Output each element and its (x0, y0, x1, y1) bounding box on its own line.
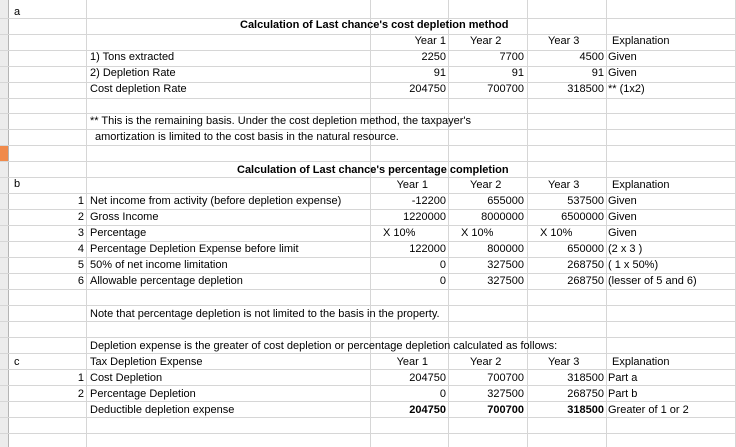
gridline (0, 305, 736, 306)
gridline (0, 289, 736, 290)
section-a-cell[interactable]: 91 (433, 67, 446, 79)
gridline (0, 145, 736, 146)
section-b-row-num[interactable]: 1 (77, 195, 84, 207)
section-b-cell[interactable]: 650000 (567, 243, 604, 255)
section-a-cell[interactable]: 2250 (421, 51, 446, 63)
section-a-row-label[interactable]: 2) Depletion Rate (90, 67, 176, 79)
section-a-header-explanation[interactable]: Explanation (612, 35, 670, 47)
section-b-cell[interactable]: 8000000 (481, 211, 524, 223)
gridline (606, 0, 607, 447)
section-b-cell[interactable]: 537500 (567, 195, 604, 207)
section-c-cell[interactable]: 204750 (409, 372, 446, 384)
section-b-cell[interactable]: 327500 (487, 259, 524, 271)
section-c-cell-explanation[interactable]: Part b (608, 388, 638, 400)
section-b-header-year2[interactable]: Year 2 (470, 179, 502, 191)
section-b-cell[interactable]: 268750 (567, 259, 604, 271)
section-b-header-explanation[interactable]: Explanation (612, 179, 670, 191)
section-b-cell[interactable]: -12200 (411, 195, 446, 207)
gridline (527, 0, 528, 447)
section-c-intro[interactable]: Depletion expense is the greater of cost depletion or percentage depletion calculated as follows: (90, 340, 558, 352)
section-b-cell[interactable]: 655000 (487, 195, 524, 207)
section-b-header-year1[interactable]: Year 1 (396, 179, 428, 191)
section-b-cell[interactable]: 0 (439, 275, 446, 287)
section-a-cell[interactable]: 318500 (567, 83, 604, 95)
section-a-cell[interactable]: 7700 (499, 51, 524, 63)
section-b-header-year3[interactable]: Year 3 (548, 179, 580, 191)
section-a-header-year1[interactable]: Year 1 (414, 35, 446, 47)
section-a-title[interactable]: Calculation of Last chance's cost depletion method (240, 19, 509, 31)
section-c-total-cell[interactable]: 700700 (487, 404, 524, 416)
section-c-header-year1[interactable]: Year 1 (396, 356, 428, 368)
section-a-row-label[interactable]: 1) Tons extracted (90, 51, 175, 63)
row-header-strip[interactable] (0, 0, 9, 447)
section-b-row-label[interactable]: 50% of net income limitation (90, 259, 228, 271)
section-b-cell[interactable]: 0 (439, 259, 446, 271)
section-b-cell-explanation[interactable]: ( 1 x 50%) (608, 259, 659, 271)
gridline (86, 0, 87, 447)
section-a-header-year3[interactable]: Year 3 (548, 35, 580, 47)
section-c-row-num[interactable]: 1 (77, 372, 84, 384)
section-b-row-num[interactable]: 3 (77, 227, 84, 239)
section-b-cell[interactable]: 327500 (487, 275, 524, 287)
gridline (0, 433, 736, 434)
section-b-cell[interactable]: 6500000 (561, 211, 604, 223)
gridline (370, 0, 371, 447)
section-a-note-line2[interactable]: amortization is limited to the cost basis in the natural resource. (95, 131, 399, 143)
section-b-cell-explanation[interactable]: Given (608, 211, 637, 223)
section-c-header-year3[interactable]: Year 3 (548, 356, 580, 368)
section-c-row-label[interactable]: Percentage Depletion (90, 388, 196, 400)
section-c-cell[interactable]: 0 (439, 388, 446, 400)
section-c-cell[interactable]: 268750 (567, 388, 604, 400)
section-a-label[interactable]: a (14, 6, 21, 18)
section-b-cell[interactable]: 800000 (487, 243, 524, 255)
section-c-row-label[interactable]: Cost Depletion (90, 372, 163, 384)
section-b-cell-explanation[interactable]: Given (608, 195, 637, 207)
section-c-cell[interactable]: 318500 (567, 372, 604, 384)
section-c-header-year2[interactable]: Year 2 (470, 356, 502, 368)
section-b-row-num[interactable]: 4 (77, 243, 84, 255)
section-c-header-explanation[interactable]: Explanation (612, 356, 670, 368)
section-a-row-label[interactable]: Cost depletion Rate (90, 83, 187, 95)
section-b-row-num[interactable]: 2 (77, 211, 84, 223)
section-b-row-num[interactable]: 5 (77, 259, 84, 271)
section-b-cell[interactable]: X 10% (461, 227, 494, 239)
section-b-row-label[interactable]: Gross Income (90, 211, 159, 223)
section-c-total-cell[interactable]: 204750 (409, 404, 446, 416)
section-b-cell[interactable]: X 10% (383, 227, 416, 239)
section-b-cell-explanation[interactable]: (lesser of 5 and 6) (608, 275, 697, 287)
selected-row-marker (0, 145, 8, 161)
section-a-cell-explanation[interactable]: Given (608, 67, 637, 79)
section-a-header-year2[interactable]: Year 2 (470, 35, 502, 47)
section-b-cell-explanation[interactable]: (2 x 3 ) (608, 243, 643, 255)
section-b-row-num[interactable]: 6 (77, 275, 84, 287)
section-b-cell[interactable]: X 10% (540, 227, 573, 239)
section-b-cell[interactable]: 122000 (409, 243, 446, 255)
gridline (0, 337, 736, 338)
section-b-row-label[interactable]: Percentage (90, 227, 147, 239)
section-a-note-line1[interactable]: ** This is the remaining basis. Under the cost depletion method, the taxpayer's (90, 115, 471, 127)
gridline (0, 98, 736, 99)
section-b-cell[interactable]: 268750 (567, 275, 604, 287)
section-a-cell[interactable]: 700700 (487, 83, 524, 95)
section-b-row-label[interactable]: Net income from activity (before depletion expense) (90, 195, 342, 207)
section-b-row-label[interactable]: Allowable percentage depletion (90, 275, 243, 287)
section-a-cell[interactable]: 204750 (409, 83, 446, 95)
section-b-note[interactable]: Note that percentage depletion is not limited to the basis in the property. (90, 308, 440, 320)
section-b-label[interactable]: b (14, 178, 21, 190)
section-c-cell[interactable]: 327500 (487, 388, 524, 400)
section-c-total-cell[interactable]: 318500 (567, 404, 604, 416)
section-c-label[interactable]: c (14, 356, 20, 368)
section-c-cell[interactable]: 700700 (487, 372, 524, 384)
section-b-cell-explanation[interactable]: Given (608, 227, 637, 239)
section-a-cell-explanation[interactable]: Given (608, 51, 637, 63)
section-c-header-label[interactable]: Tax Depletion Expense (90, 356, 203, 368)
section-a-cell[interactable]: 91 (591, 67, 604, 79)
section-c-total-label[interactable]: Deductible depletion expense (90, 404, 235, 416)
section-c-total-explanation[interactable]: Greater of 1 or 2 (608, 404, 689, 416)
section-c-row-num[interactable]: 2 (77, 388, 84, 400)
section-a-cell[interactable]: 91 (511, 67, 524, 79)
gridline (448, 0, 449, 447)
section-a-cell-explanation[interactable]: ** (1x2) (608, 83, 645, 95)
section-b-cell[interactable]: 1220000 (403, 211, 446, 223)
section-b-row-label[interactable]: Percentage Depletion Expense before limit (90, 243, 299, 255)
gridline (0, 161, 736, 162)
section-a-cell[interactable]: 4500 (579, 51, 604, 63)
section-b-title[interactable]: Calculation of Last chance's percentage completion (237, 164, 509, 176)
section-c-cell-explanation[interactable]: Part a (608, 372, 638, 384)
